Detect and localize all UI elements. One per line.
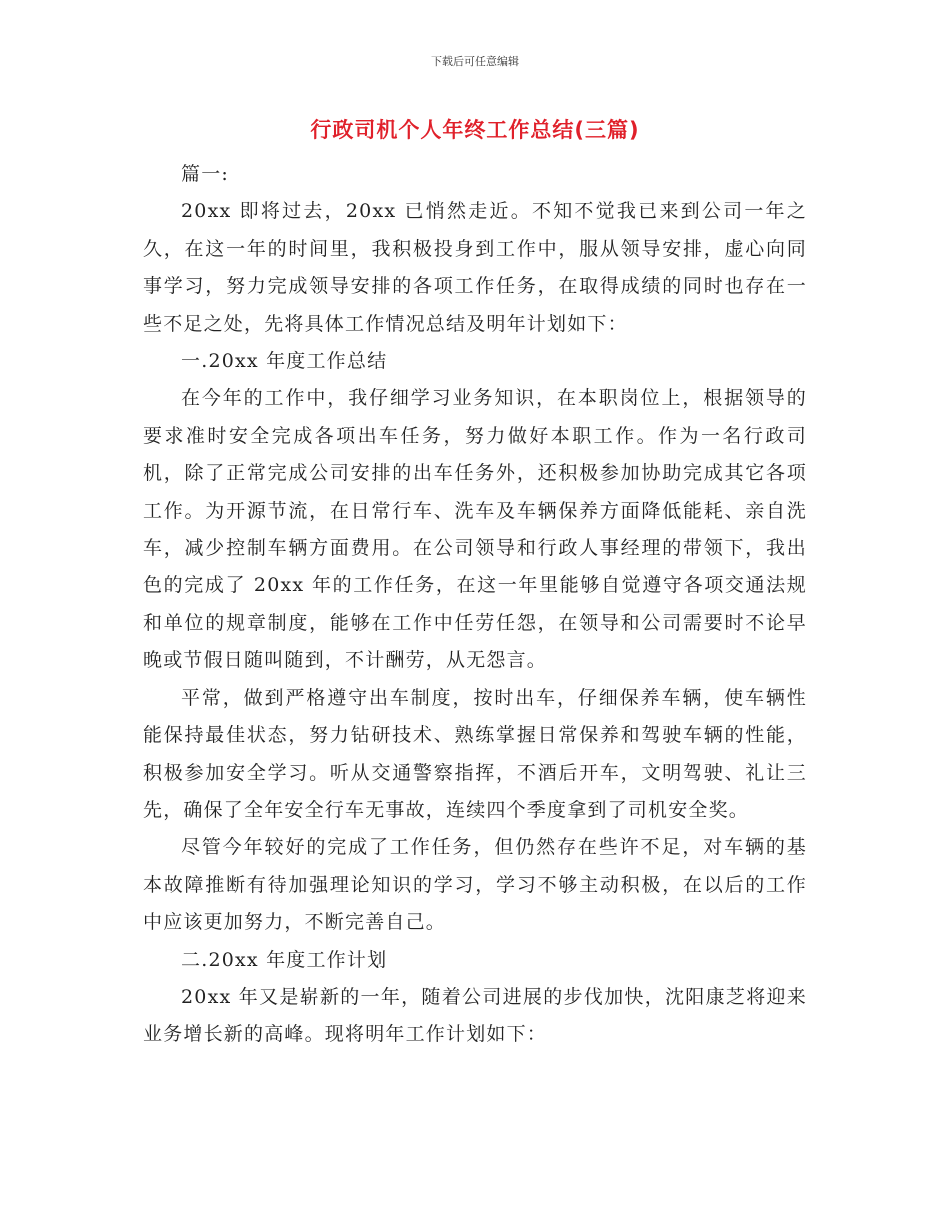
plan-intro-paragraph: 20xx 年又是崭新的一年，随着公司进展的步伐加快，沈阳康芝将迎来业务增长新的高峰。现将明年工作计划如下： [143, 985, 807, 1046]
document-title: 行政司机个人年终工作总结(三篇) [310, 118, 640, 142]
safety-paragraph: 平常，做到严格遵守出车制度，按时出车，仔细保养车辆，使车辆性能保持最佳状态，努力钻研技术、熟练掌握日常保养和驾驶车辆的性能，积极参加安全学习。听从交通警察指挥，不酒后开车，文明驾驶、礼让三先，确保了全年安全行车无事故，连续四个季度拿到了司机安全奖。 [143, 686, 807, 821]
header-note: 下载后可任意编辑 [431, 55, 519, 68]
section-label-part-one: 篇一: [181, 163, 230, 185]
work-summary-paragraph: 在今年的工作中，我仔细学习业务知识，在本职岗位上，根据领导的要求准时安全完成各项出车任务，努力做好本职工作。作为一名行政司机，除了正常完成公司安排的出车任务外，还积极参加协助完成其它各项工作。为开源节流，在日常行车、洗车及车辆保养方面降低能耗、亲自洗车，减少控制车辆方面费用。在公司领导和行政人事经理的带领下，我出色的完成了 20xx 年的工作任务，在这一年里能够自觉遵守各项交通法规和单位的规章制度，能够在工作中任劳任怨，在领导和公司需要时不论早晚或节假日随叫随到，不计酬劳，从无怨言。 [143, 387, 807, 672]
section-heading-summary: 一.20xx 年度工作总结 [181, 350, 388, 373]
shortcomings-paragraph: 尽管今年较好的完成了工作任务，但仍然存在些许不足，对车辆的基本故障推断有待加强理论知识的学习，学习不够主动积极，在以后的工作中应该更加努力，不断完善自己。 [143, 836, 807, 934]
document-body [143, 156, 807, 1054]
intro-paragraph: 20xx 即将过去，20xx 已悄然走近。不知不觉我已来到公司一年之久，在这一年的时间里，我积极投身到工作中，服从领导安排，虚心向同事学习，努力完成领导安排的各项工作任务，在取得成绩的同时也存在一些不足之处，先将具体工作情况总结及明年计划如下： [143, 200, 807, 335]
section-heading-plan: 二.20xx 年度工作计划 [181, 948, 388, 971]
